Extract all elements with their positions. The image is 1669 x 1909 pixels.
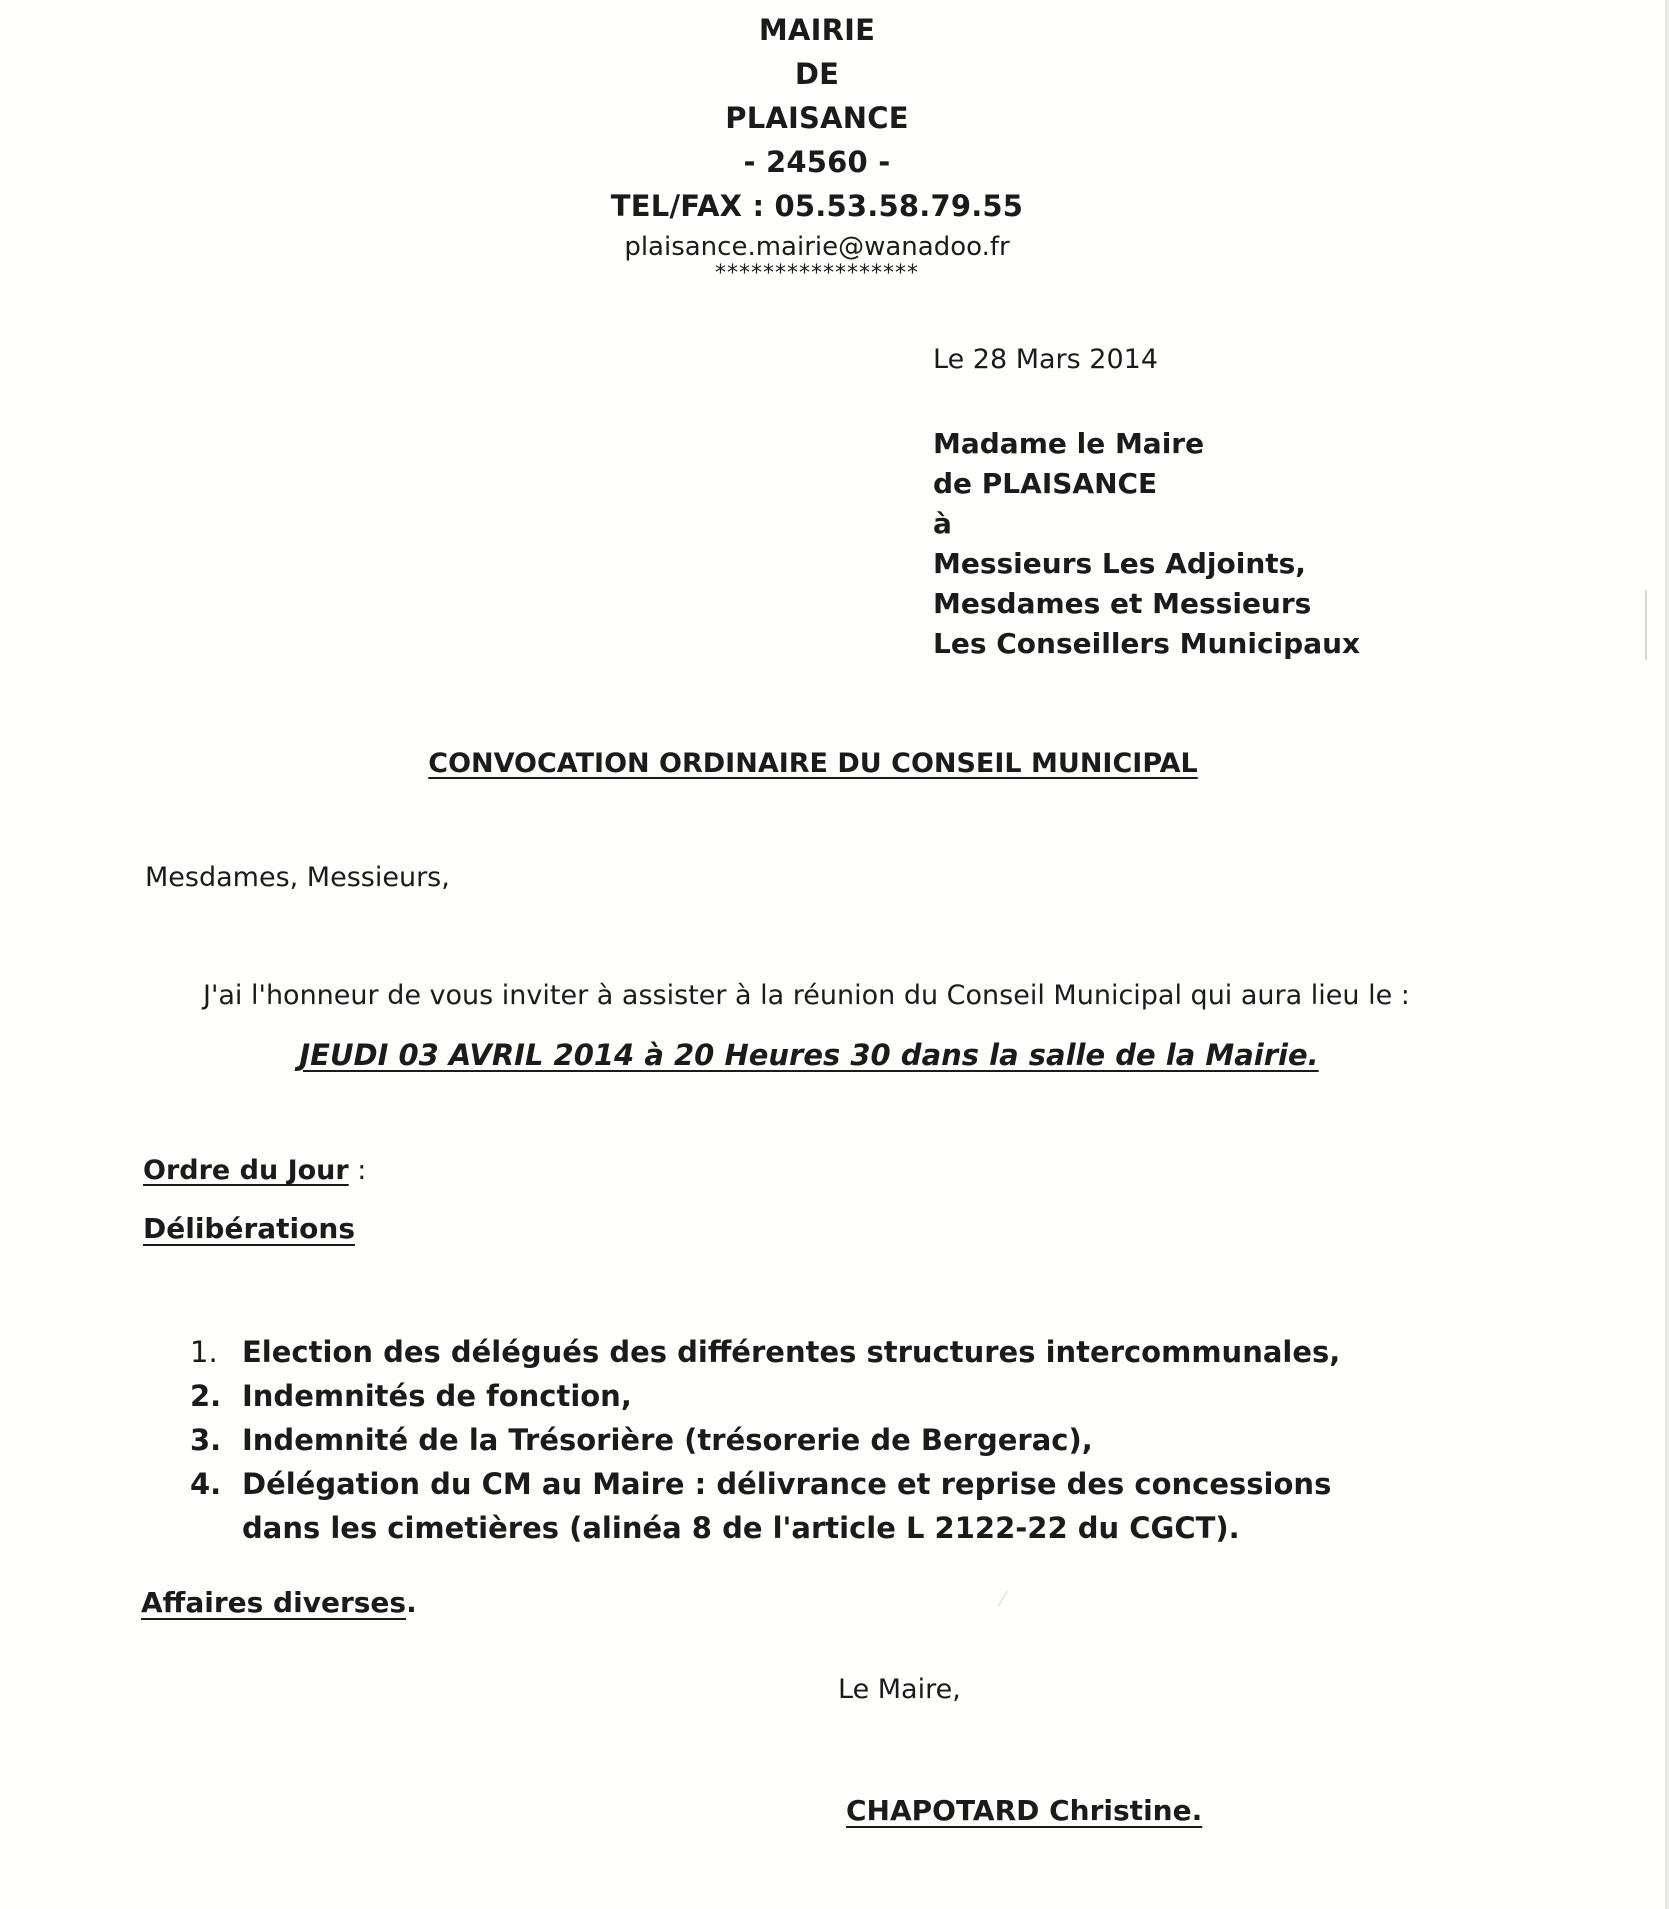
letterhead-separator: ***************** [715, 261, 919, 286]
agenda-item [190, 1330, 1410, 1374]
scan-mark [998, 1591, 1008, 1607]
agenda-item-number: 1. [190, 1335, 218, 1369]
agenda-item-number: 4. [190, 1467, 222, 1501]
agenda-item-number: 3. [190, 1423, 222, 1457]
letterhead-postcode: - 24560 - [743, 145, 891, 179]
agenda-item-text: Indemnités de fonction, [242, 1379, 632, 1413]
closing-title: Le Maire, [838, 1674, 961, 1705]
recipient-line: de PLAISANCE [933, 467, 1158, 500]
recipient-line: Messieurs Les Adjoints, [933, 547, 1306, 580]
letterhead-title: MAIRIE [758, 13, 876, 47]
agenda-list [190, 1330, 1410, 1550]
deliberations-heading: Délibérations [143, 1212, 355, 1245]
scan-mark [1645, 590, 1647, 660]
recipient-line: Mesdames et Messieurs [933, 587, 1312, 620]
agenda-item [190, 1374, 1410, 1418]
meeting-details: JEUDI 03 AVRIL 2014 à 20 Heures 30 dans la salle de la Mairie. [299, 1038, 1319, 1072]
letterhead-email: plaisance.mairie@wanadoo.fr [624, 232, 1010, 262]
agenda-item-text: Délégation du CM au Maire : délivrance et reprise des concessions dans les cimetières (alinéa 8 de l'article L 2122-22 du CGCT). [242, 1467, 1332, 1545]
agenda-item-number: 2. [190, 1379, 222, 1413]
letter-date: Le 28 Mars 2014 [933, 344, 1159, 375]
recipient-line: Les Conseillers Municipaux [933, 627, 1361, 660]
invitation-text: J'ai l'honneur de vous inviter à assister à la réunion du Conseil Municipal qui aura lieu le : [203, 980, 1410, 1011]
letterhead [0, 8, 1634, 284]
letter-subject: CONVOCATION ORDINAIRE DU CONSEIL MUNICIPAL [428, 748, 1198, 779]
letterhead-town: PLAISANCE [725, 101, 909, 135]
agenda-heading [143, 1155, 366, 1186]
agenda-heading-label: Ordre du Jour [143, 1155, 349, 1186]
misc-business-label: Affaires diverses [141, 1586, 407, 1619]
agenda-heading-colon: : [348, 1155, 367, 1186]
recipient-line: à [933, 507, 952, 540]
recipient-line: Madame le Maire [933, 427, 1205, 460]
agenda-item-text: Indemnité de la Trésorière (trésorerie de Bergerac), [242, 1423, 1093, 1457]
misc-business-period: . [406, 1586, 417, 1619]
scan-edge [1665, 0, 1669, 1909]
salutation: Mesdames, Messieurs, [145, 862, 450, 893]
letterhead-de: DE [794, 57, 840, 91]
signatory-name: CHAPOTARD Christine. [846, 1794, 1203, 1827]
agenda-item [190, 1418, 1410, 1462]
recipient-block [933, 424, 1360, 664]
misc-business [141, 1586, 417, 1619]
agenda-item-text: Election des délégués des différentes structures intercommunales, [242, 1335, 1341, 1369]
agenda-item [190, 1462, 1410, 1550]
letterhead-phone: TEL/FAX : 05.53.58.79.55 [610, 189, 1024, 223]
